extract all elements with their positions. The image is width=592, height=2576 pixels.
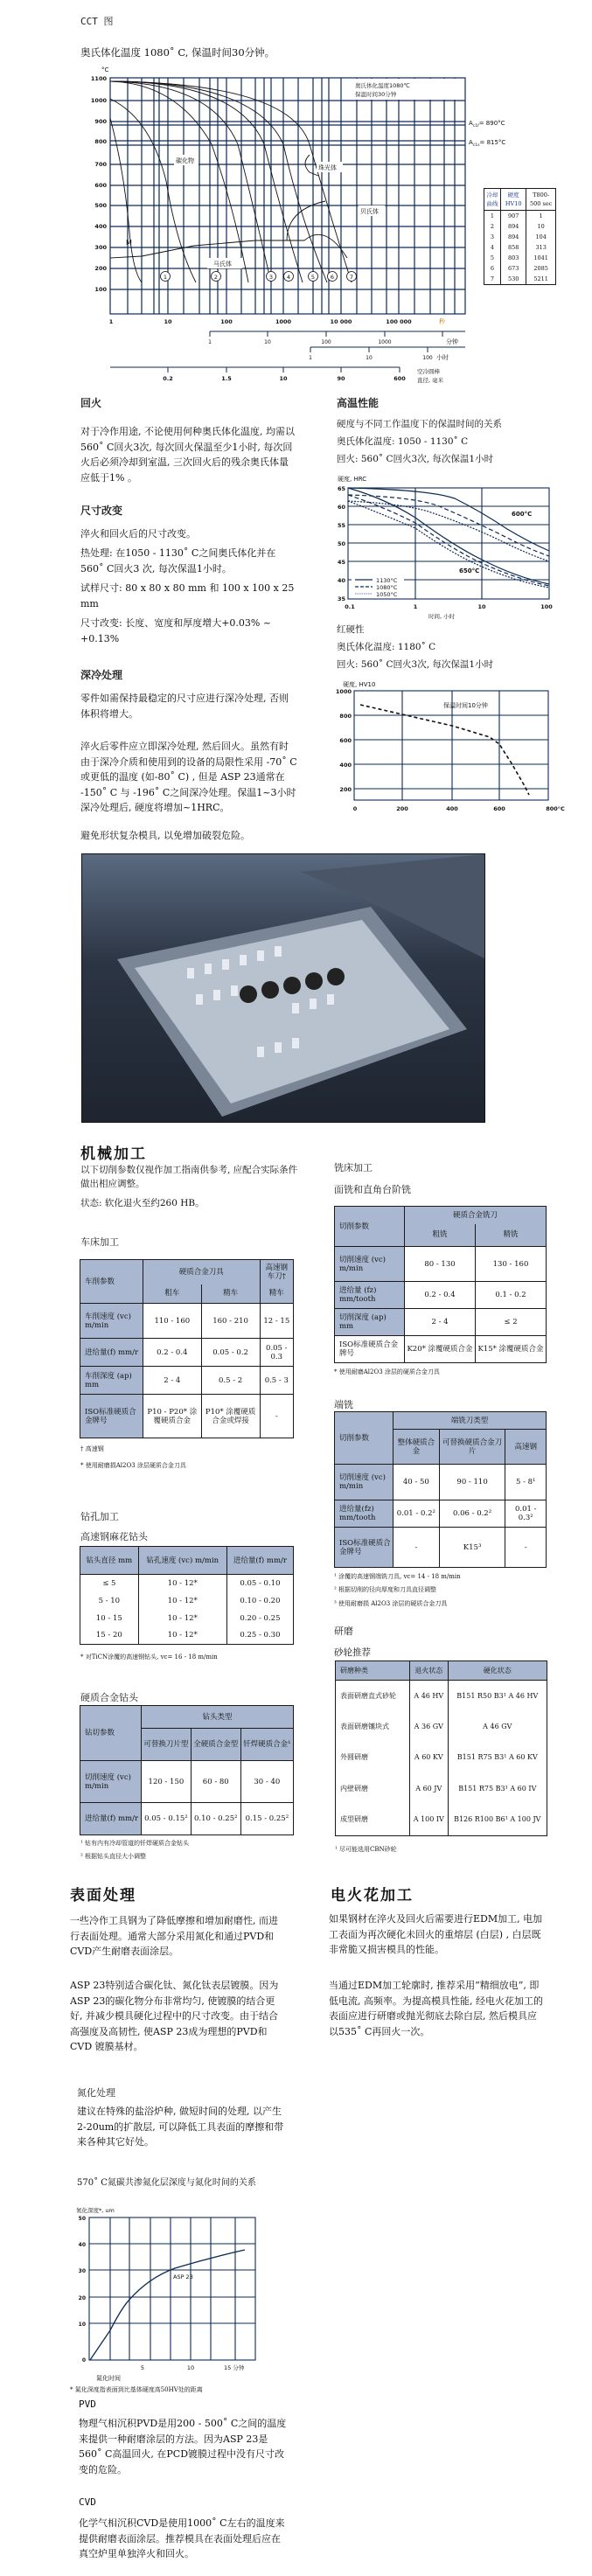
svg-text:1050°C: 1050°C xyxy=(376,591,398,598)
svg-text:400: 400 xyxy=(339,762,352,769)
surface-p1: 一些冷作工具钢为了降低摩擦和增加耐磨性, 而进行表面处理。通常大部分采用氮化和通过PVD和CVD产生耐磨表面涂层。 xyxy=(70,1915,278,1957)
svg-text:5: 5 xyxy=(310,274,316,281)
pvd-text: 物理气相沉积PVD是用200 - 500˚ C之间的温度来提供一种耐磨涂层的方法。因为ASP 23是560˚ C高温回火, 在PCD镀膜过程中没有尺寸改变的危险。 xyxy=(79,2418,287,2475)
svg-text:700: 700 xyxy=(94,161,107,168)
svg-text:800°C: 800°C xyxy=(546,805,565,812)
svg-text:20: 20 xyxy=(78,2295,86,2301)
svg-text:1: 1 xyxy=(208,339,212,345)
svg-text:600°C: 600°C xyxy=(512,511,533,518)
svg-text:4: 4 xyxy=(286,274,291,281)
turning-note-1: † 高速钢 xyxy=(80,1445,104,1452)
nitriding-chart-title: 570˚ C氮碳共渗氮化层深度与氮化时间的关系 xyxy=(77,2178,256,2188)
svg-text:硬度, HRC: 硬度, HRC xyxy=(338,476,367,483)
cct-title: CCT 图 xyxy=(80,16,114,27)
hv-chart xyxy=(332,678,577,813)
hot-title: 高温性能 xyxy=(337,397,380,409)
svg-text:0.1: 0.1 xyxy=(345,603,355,610)
grinding-title: 研磨 xyxy=(334,1626,353,1637)
red-line-2: 奥氏体化温度: 1180˚ C xyxy=(337,642,436,652)
svg-text:50: 50 xyxy=(78,2216,86,2222)
svg-text:600: 600 xyxy=(94,182,107,189)
svg-text:200: 200 xyxy=(396,805,408,812)
svg-text:100: 100 xyxy=(540,603,553,610)
svg-text:800: 800 xyxy=(339,713,352,720)
red-line-3: 回火: 560˚ C回火3次, 每次保温1小时 xyxy=(337,659,494,670)
milling-table: 切削参数 硬质合金铣刀 粗铣 精铣 切削速度 (vc) m/min 80 - 130 130 - 160 进给量 (fz) mm/tooth 0.2 - 0.4 0.1 - 0.2 切削深度 (ap) mm 2 - 4 ≤ 2 ISO标准硬质合金牌号 K20* 涂覆硬质合金 K15* 涂覆硬质合金 xyxy=(334,1206,547,1363)
edm-title: 电火花加工 xyxy=(331,1887,414,1904)
hot-line-2: 奥氏体化温度: 1050 - 1130˚ C xyxy=(337,436,469,447)
svg-text:Ac1f= 890°C: $A_{c1f}= 890^\circ C$ xyxy=(469,120,505,129)
svg-text:ASP 23: ASP 23 xyxy=(173,2273,193,2280)
svg-text:600: 600 xyxy=(493,805,505,812)
svg-text:300: 300 xyxy=(94,244,107,251)
cct-box-label-1: 奥氏体化温度1080℃ xyxy=(355,82,410,89)
svg-text:10: 10 xyxy=(279,375,288,382)
svg-text:400: 400 xyxy=(446,805,458,812)
svg-text:碳化物: 碳化物 xyxy=(176,157,194,164)
svg-text:200: 200 xyxy=(339,786,352,793)
svg-text:1130°C: 1130°C xyxy=(376,577,398,584)
hrc-chart xyxy=(332,472,577,625)
svg-text:100: 100 xyxy=(422,355,433,361)
tempering-title: 回火 xyxy=(80,397,102,409)
svg-text:1: 1 xyxy=(163,274,168,281)
carbide-drill-title: 硬质合金钻头 xyxy=(80,1692,138,1703)
svg-text:0: 0 xyxy=(81,2357,86,2364)
svg-text:65: 65 xyxy=(337,485,345,492)
dimension-p4: 尺寸改变: 长度、宽度和厚度增大+0.03% ~ +0.13% xyxy=(80,617,272,644)
svg-text:10: 10 xyxy=(164,318,172,325)
endmill-title: 端铣 xyxy=(334,1399,353,1410)
svg-text:10: 10 xyxy=(78,2322,86,2328)
grinding-subtitle: 砂轮推荐 xyxy=(334,1647,371,1658)
milling-title: 铣床加工 xyxy=(334,1162,373,1173)
svg-text:马氏体: 马氏体 xyxy=(213,261,232,268)
dimension-p1: 淬火和回火后的尺寸改变。 xyxy=(80,528,196,540)
svg-text:小时: 小时 xyxy=(436,354,449,361)
svg-text:5: 5 xyxy=(140,2364,145,2371)
svg-text:珠光体: 珠光体 xyxy=(318,164,337,171)
svg-text:600: 600 xyxy=(394,375,406,382)
dimension-title: 尺寸改变 xyxy=(80,505,123,517)
svg-text:40: 40 xyxy=(78,2242,86,2248)
dimension-p2: 热处理: 在1050 - 1130˚ C之间奥氏体化并在560˚ C回火3 次, 每次保温1小时。 xyxy=(80,547,276,574)
svg-text:50: 50 xyxy=(337,540,345,547)
hot-line-1: 硬度与不同工作温度下的保温时间的关系 xyxy=(337,419,502,429)
drilling-subtitle: 高速钢麻花钻头 xyxy=(80,1531,148,1542)
hot-line-3: 回火: 560˚ C回火3次, 每次保温1小时 xyxy=(337,454,494,464)
svg-text:15 分钟: 15 分钟 xyxy=(224,2364,245,2371)
svg-text:400: 400 xyxy=(94,223,107,230)
svg-text:100 000: 100 000 xyxy=(386,318,412,325)
machining-p2: 状态: 软化退火至约260 HB。 xyxy=(80,1198,205,1208)
svg-text:30: 30 xyxy=(78,2268,86,2274)
dimension-p3: 试样尺寸: 80 x 80 x 80 mm 和 100 x 100 x 25 mm xyxy=(80,582,295,609)
svg-text:0.2: 0.2 xyxy=(163,375,173,382)
svg-text:10: 10 xyxy=(186,2364,195,2371)
svg-text:硬度, HV10: 硬度, HV10 xyxy=(343,681,376,688)
endmill-note-1: ¹ 涂覆的高速钢端铣刀具, vc= 14 - 18 m/min xyxy=(334,1573,461,1580)
svg-text:600: 600 xyxy=(339,737,352,744)
pvd-title: PVD xyxy=(79,2398,96,2410)
svg-text:°C: °C xyxy=(101,66,109,73)
svg-text:1000: 1000 xyxy=(335,688,352,695)
carbide-drill-note-2: ² 根据钻头直径大小调整 xyxy=(80,1853,147,1860)
svg-text:10: 10 xyxy=(477,603,486,610)
nitriding-text: 建议在特殊的盐浴炉种, 做短时间的处理, 以产生2-20um的扩散层, 可以降低工具表面的摩擦和带来各种其它好处。 xyxy=(77,2106,284,2148)
edm-p2: 当通过EDM加工轮廓时, 推荐采用“精细放电”, 即低电流, 高频率。为提高模具性能, 经电火花加工的表面应进行研磨或抛光彻底去除白层, 然后模具应以535˚ C再回火一次。 xyxy=(329,1980,543,2037)
cvd-title: CVD xyxy=(79,2496,96,2508)
svg-text:1: 1 xyxy=(309,355,312,361)
svg-text:55: 55 xyxy=(337,522,345,529)
svg-text:1.5: 1.5 xyxy=(221,375,232,382)
drilling-note: * 对TiCN涂覆的高速钢钻头, vc= 16 - 18 m/min xyxy=(80,1654,218,1660)
red-hardness-title: 红硬性 xyxy=(337,624,365,635)
subzero-p2: 淬火后零件应立即深冷处理, 然后回火。虽然有时由于深冷介质和使用到的设备的局限性采用 -70˚ C或更低的温度 (如-80˚ C) , 但是 ASP 23通常在 -150˚ C 与 -196˚ C之间深冷处理。保温1~3小时深冷处理后, 硬度将增加~1HRC。 xyxy=(80,741,297,813)
tempering-text: 对于冷作用途, 不论使用何种奥氏体化温度, 均需以560˚ C回火3次, 每次回火保温至少1小时, 每次回火后必须冷却到室温, 三次回火后的残余奥氏体量应低于1% 。 xyxy=(80,426,295,484)
machining-p1: 以下切削参数仅视作加工指南供参考, 应配合实际条件做出相应调整。 xyxy=(80,1165,298,1189)
svg-text:秒: 秒 xyxy=(439,318,445,325)
cct-box-label-2: 保温时间30分钟 xyxy=(355,91,397,98)
svg-text:1000: 1000 xyxy=(90,97,107,104)
svg-text:800: 800 xyxy=(94,138,107,145)
svg-text:100: 100 xyxy=(94,286,107,293)
svg-text:保温时间10分钟: 保温时间10分钟 xyxy=(443,702,488,709)
carbide-drill-table: 钻切参数 钻头类型 可替换刀片型 全硬质合金型 钎焊硬质合金¹ 切削速度 (vc) m/min 120 - 150 60 - 80 30 - 40 进给量(f) mm/r 0.05 - 0.15² 0.10 - 0.25² 0.15 - 0.25² xyxy=(80,1705,294,1835)
drilling-table: 钻头直径 mm 钻孔速度 (vc) m/min 进给量(f) mm/r ≤ 5 10 - 12* 0.05 - 0.10 5 - 10 10 - 12* 0.10 - 0.20 10 - 15 10 - 12* 0.20 - 0.25 15 - 20 10 - 12* 0.25 - 0.30 xyxy=(80,1546,294,1645)
subzero-title: 深冷处理 xyxy=(80,669,123,681)
cct-table: 冷却曲线 硬度 HV10 T800-500 sec 1 907 1 2 894 10 3 894 104 4 858 313 5 803 1041 6 673 2085 7 530 5211 xyxy=(484,188,556,285)
turning-table: 车削参数 硬质合金刀具 高速钢车刀† 粗车 精车 精车 车削速度 (vc) m/min 110 - 160 160 - 210 12 - 15 进给量(f) mm/r 0.2 - 0.4 0.05 - 0.2 0.05 - 0.3 车削深度 (ap) mm 2 - 4 0.5 - 2 0.5 - 3 ISO标准硬质合金牌号 P10 - P20* 涂覆硬质合金 P10* 涂覆硬质合金或焊接 - xyxy=(80,1259,294,1438)
svg-text:40: 40 xyxy=(337,577,345,584)
svg-text:Ac1s= 815°C: $A_{c1s}= 815^\circ C$ xyxy=(469,139,506,148)
svg-text:1000: 1000 xyxy=(275,318,292,325)
svg-text:10 000: 10 000 xyxy=(330,318,352,325)
svg-text:500: 500 xyxy=(94,202,107,209)
turning-note-2: * 使用耐磨损Al2O3 涂层硬质合金刀具 xyxy=(80,1462,186,1469)
grinding-note: ¹ 尽可能选用CBN砂轮 xyxy=(335,1846,397,1853)
cvd-text: 化学气相沉积CVD是使用1000˚ C左右的温度来提供耐磨表面涂层。推荐模具在表面处理后应在真空炉里单独淬火和回火。 xyxy=(79,2517,285,2559)
svg-text:贝氏体: 贝氏体 xyxy=(360,208,379,215)
nitriding-chart xyxy=(70,2204,271,2374)
surface-p2: ASP 23特别适合碳化钛、氮化钛表层镀膜。因为ASP 23的碳化物分布非常均匀, 使镀膜的结合更好, 并减少模具硬化过程中的尺寸改变。由于结合高强度及高韧性, 使ASP 23成为理想的PVD和CVD 镀膜基材。 xyxy=(70,1980,279,2052)
svg-text:0: 0 xyxy=(352,805,358,812)
endmill-note-2: ² 根据切削的径向厚度和刀具直径调整 xyxy=(334,1586,437,1593)
svg-text:1: 1 xyxy=(413,603,418,610)
svg-text:60: 60 xyxy=(337,504,345,511)
endmill-table: 切削参数 端铣刀类型 整体硬质合金 可替换硬质合金刀片 高速钢 切削速度 (vc) m/min 40 - 50 90 - 110 5 - 8¹ 进给量(fz) mm/tooth 0.01 - 0.2² 0.06 - 0.2² 0.01 - 0.3² ISO标准硬质合金牌号 - K15³ - xyxy=(334,1411,547,1568)
edm-p1: 如果钢材在淬火及回火后需要进行EDM加工, 电加工表面为再次硬化未回火的重熔层 (白层) , 白层既非常脆又损害模具的性能。 xyxy=(329,1913,543,1955)
nitriding-title: 氮化处理 xyxy=(77,2087,115,2099)
svg-text:空冷圆棒: 空冷圆棒 xyxy=(417,368,440,375)
svg-text:2: 2 xyxy=(213,274,219,281)
milling-subtitle: 面铣和直角台阶铣 xyxy=(334,1184,411,1195)
cct-subtitle: 奥氏体化温度 1080˚ C, 保温时间30分钟。 xyxy=(80,46,275,59)
turning-title: 车床加工 xyxy=(80,1236,119,1248)
mold-photo xyxy=(81,853,485,1123)
svg-text:直径, 毫米: 直径, 毫米 xyxy=(417,377,444,384)
endmill-note-3: ³ 使用耐磨损 Al2O3 涂层的硬质合金刀具 xyxy=(334,1600,448,1607)
drilling-title: 钻孔加工 xyxy=(80,1511,119,1522)
svg-text:200: 200 xyxy=(94,265,107,272)
cct-chart xyxy=(80,66,518,354)
svg-text:10: 10 xyxy=(264,339,271,345)
subzero-p3: 避免形状复杂模具, 以免增加破裂危险。 xyxy=(80,830,250,841)
svg-text:M: M xyxy=(126,239,132,247)
svg-text:1000: 1000 xyxy=(378,339,392,345)
svg-text:90: 90 xyxy=(337,375,345,382)
grinding-table: 研磨种类 退火状态 硬化状态 表面研磨直式砂轮 A 46 HV B151 R50 B3¹ A 46 HV 表面研磨镶块式 A 36 GV A 46 GV 外圆研磨 A 60 KV B151 R75 B3¹ A 60 KV 内壁研磨 A 60 JV B151 R75 B3¹ A 60 IV 成型研磨 A 100 IV B126 R100 B6¹ A 100 JV xyxy=(335,1660,547,1836)
subzero-p1: 零件如需保持最稳定的尺寸应进行深冷处理, 否则体积将增大。 xyxy=(80,693,289,720)
svg-text:100: 100 xyxy=(220,318,233,325)
svg-text:7: 7 xyxy=(349,274,354,281)
svg-text:1080°C: 1080°C xyxy=(376,584,398,591)
svg-text:100: 100 xyxy=(321,339,331,345)
svg-text:3: 3 xyxy=(268,274,274,281)
nitriding-xlabel: 氮化时间 xyxy=(96,2375,121,2382)
nitriding-note: * 氮化深度指表面到比基体硬度高50HV处的距离 xyxy=(70,2386,203,2393)
carbide-drill-note-1: ¹ 钻有内有冷却管道的钎焊硬质合金钻头 xyxy=(80,1840,190,1847)
svg-text:900: 900 xyxy=(94,118,107,125)
svg-text:1: 1 xyxy=(108,318,114,325)
machining-title: 机械加工 xyxy=(80,1145,147,1163)
surface-title: 表面处理 xyxy=(70,1887,136,1904)
svg-text:分钟: 分钟 xyxy=(446,338,458,345)
svg-text:45: 45 xyxy=(337,559,345,566)
svg-text:10: 10 xyxy=(366,355,373,361)
svg-text:1100: 1100 xyxy=(90,75,107,82)
svg-text:6: 6 xyxy=(330,274,335,281)
svg-text:650°C: 650°C xyxy=(459,567,480,574)
milling-note: * 使用耐磨Al2O3 涂层的硬质合金刀具 xyxy=(334,1368,440,1375)
cct-secondary-axes xyxy=(80,345,518,389)
svg-text:氮化深度*, um: 氮化深度*, um xyxy=(76,2207,115,2214)
svg-text:时间, 小时: 时间, 小时 xyxy=(428,613,456,620)
svg-text:35: 35 xyxy=(337,595,345,602)
